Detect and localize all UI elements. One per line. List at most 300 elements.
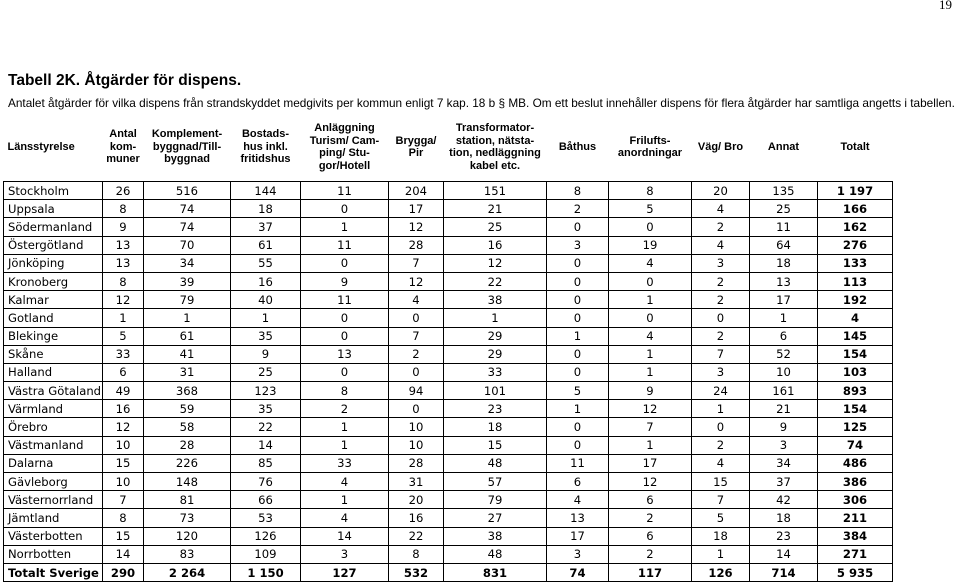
value-cell: 17 xyxy=(547,527,609,545)
region-cell: Jönköping xyxy=(4,254,103,272)
value-cell: 3 xyxy=(750,436,818,454)
value-cell: 2 xyxy=(609,545,692,563)
value-cell: 18 xyxy=(692,527,750,545)
total-cell: 74 xyxy=(818,436,893,454)
value-cell: 16 xyxy=(103,400,144,418)
total-cell: 154 xyxy=(818,400,893,418)
table-title: Tabell 2K. Åtgärder för dispens. xyxy=(8,72,242,89)
value-cell: 7 xyxy=(692,491,750,509)
value-cell: 135 xyxy=(750,182,818,200)
value-cell: 25 xyxy=(750,200,818,218)
value-cell: 14 xyxy=(301,527,389,545)
value-cell: 48 xyxy=(444,454,547,472)
table-row xyxy=(4,254,893,272)
value-cell: 15 xyxy=(103,454,144,472)
value-cell: 17 xyxy=(389,200,444,218)
value-cell: 0 xyxy=(547,345,609,363)
value-cell: 55 xyxy=(231,254,301,272)
value-cell: 8 xyxy=(103,272,144,290)
total-cell: 103 xyxy=(818,363,893,381)
region-cell: Örebro xyxy=(4,418,103,436)
table-body xyxy=(4,182,893,582)
value-cell: 35 xyxy=(231,400,301,418)
table-row xyxy=(4,182,893,200)
value-cell: 12 xyxy=(389,272,444,290)
value-cell: 1 xyxy=(301,436,389,454)
value-cell: 4 xyxy=(609,327,692,345)
value-cell: 13 xyxy=(103,254,144,272)
value-cell: 0 xyxy=(301,327,389,345)
total-cell: 166 xyxy=(818,200,893,218)
value-cell: 11 xyxy=(750,218,818,236)
table-row xyxy=(4,218,893,236)
value-cell: 3 xyxy=(692,254,750,272)
value-cell: 1 xyxy=(692,400,750,418)
column-header: Antal kom- muner xyxy=(103,113,144,182)
value-cell: 28 xyxy=(144,436,231,454)
value-cell: 4 xyxy=(692,454,750,472)
value-cell: 2 xyxy=(692,436,750,454)
table-row xyxy=(4,491,893,509)
table-row xyxy=(4,509,893,527)
table-row xyxy=(4,363,893,381)
value-cell: 368 xyxy=(144,382,231,400)
value-cell: 714 xyxy=(750,563,818,581)
value-cell: 29 xyxy=(444,327,547,345)
value-cell: 21 xyxy=(444,200,547,218)
value-cell: 7 xyxy=(103,491,144,509)
value-cell: 8 xyxy=(389,545,444,563)
value-cell: 41 xyxy=(144,345,231,363)
value-cell: 74 xyxy=(144,200,231,218)
total-cell: 386 xyxy=(818,473,893,491)
total-cell: 113 xyxy=(818,272,893,290)
value-cell: 0 xyxy=(547,272,609,290)
value-cell: 18 xyxy=(750,254,818,272)
value-cell: 79 xyxy=(144,291,231,309)
value-cell: 3 xyxy=(547,545,609,563)
value-cell: 151 xyxy=(444,182,547,200)
value-cell: 127 xyxy=(301,563,389,581)
total-cell: 1 197 xyxy=(818,182,893,200)
value-cell: 9 xyxy=(103,218,144,236)
value-cell: 70 xyxy=(144,236,231,254)
value-cell: 1 xyxy=(692,545,750,563)
region-cell: Halland xyxy=(4,363,103,381)
value-cell: 4 xyxy=(692,200,750,218)
table-row xyxy=(4,454,893,472)
value-cell: 7 xyxy=(609,418,692,436)
region-cell: Kalmar xyxy=(4,291,103,309)
value-cell: 26 xyxy=(103,182,144,200)
value-cell: 19 xyxy=(609,236,692,254)
total-cell: 125 xyxy=(818,418,893,436)
table-caption: Antalet åtgärder för vilka dispens från strandskyddet medgivits per kommun enligt 7 kap. 18 b § MB. Om ett beslut innehåller dispens för flera åtgärder har samtliga angetts i tabellen. xyxy=(8,96,955,110)
value-cell: 66 xyxy=(231,491,301,509)
value-cell: 532 xyxy=(389,563,444,581)
column-header: Brygga/ Pir xyxy=(389,113,444,182)
value-cell: 12 xyxy=(609,473,692,491)
value-cell: 9 xyxy=(609,382,692,400)
value-cell: 42 xyxy=(750,491,818,509)
value-cell: 24 xyxy=(692,382,750,400)
value-cell: 2 xyxy=(692,327,750,345)
table-row xyxy=(4,418,893,436)
value-cell: 204 xyxy=(389,182,444,200)
value-cell: 48 xyxy=(444,545,547,563)
value-cell: 79 xyxy=(444,491,547,509)
value-cell: 1 xyxy=(547,327,609,345)
value-cell: 10 xyxy=(103,436,144,454)
column-header: Båthus xyxy=(547,113,609,182)
table-row xyxy=(4,236,893,254)
value-cell: 20 xyxy=(692,182,750,200)
value-cell: 23 xyxy=(444,400,547,418)
region-cell: Västerbotten xyxy=(4,527,103,545)
value-cell: 9 xyxy=(301,272,389,290)
region-cell: Västernorrland xyxy=(4,491,103,509)
value-cell: 10 xyxy=(103,473,144,491)
value-cell: 94 xyxy=(389,382,444,400)
value-cell: 7 xyxy=(389,327,444,345)
table-row xyxy=(4,545,893,563)
value-cell: 22 xyxy=(389,527,444,545)
table-row xyxy=(4,382,893,400)
value-cell: 3 xyxy=(692,363,750,381)
value-cell: 0 xyxy=(301,254,389,272)
value-cell: 1 150 xyxy=(231,563,301,581)
value-cell: 1 xyxy=(144,309,231,327)
value-cell: 57 xyxy=(444,473,547,491)
value-cell: 34 xyxy=(144,254,231,272)
value-cell: 6 xyxy=(609,527,692,545)
total-cell: 4 xyxy=(818,309,893,327)
value-cell: 0 xyxy=(389,363,444,381)
value-cell: 5 xyxy=(103,327,144,345)
region-cell: Södermanland xyxy=(4,218,103,236)
column-header: Komplement- byggnad/Till- byggnad xyxy=(144,113,231,182)
value-cell: 33 xyxy=(103,345,144,363)
value-cell: 31 xyxy=(389,473,444,491)
value-cell: 2 xyxy=(609,509,692,527)
value-cell: 226 xyxy=(144,454,231,472)
value-cell: 14 xyxy=(103,545,144,563)
value-cell: 73 xyxy=(144,509,231,527)
value-cell: 0 xyxy=(301,200,389,218)
value-cell: 144 xyxy=(231,182,301,200)
value-cell: 0 xyxy=(547,418,609,436)
value-cell: 6 xyxy=(750,327,818,345)
value-cell: 64 xyxy=(750,236,818,254)
value-cell: 52 xyxy=(750,345,818,363)
total-cell: 192 xyxy=(818,291,893,309)
value-cell: 35 xyxy=(231,327,301,345)
region-cell: Stockholm xyxy=(4,182,103,200)
value-cell: 2 xyxy=(301,400,389,418)
value-cell: 161 xyxy=(750,382,818,400)
value-cell: 831 xyxy=(444,563,547,581)
value-cell: 37 xyxy=(231,218,301,236)
value-cell: 109 xyxy=(231,545,301,563)
value-cell: 12 xyxy=(103,418,144,436)
value-cell: 39 xyxy=(144,272,231,290)
total-cell: 211 xyxy=(818,509,893,527)
value-cell: 9 xyxy=(231,345,301,363)
value-cell: 12 xyxy=(389,218,444,236)
value-cell: 4 xyxy=(692,236,750,254)
dispens-table xyxy=(3,113,893,582)
table-row xyxy=(4,272,893,290)
value-cell: 53 xyxy=(231,509,301,527)
column-header: Totalt xyxy=(818,113,893,182)
value-cell: 8 xyxy=(103,200,144,218)
table-header-row xyxy=(4,113,893,182)
table-row xyxy=(4,400,893,418)
value-cell: 1 xyxy=(547,400,609,418)
total-cell: 276 xyxy=(818,236,893,254)
table-row xyxy=(4,291,893,309)
column-header: Bostads- hus inkl. fritidshus xyxy=(231,113,301,182)
column-header-region: Länsstyrelse xyxy=(4,113,103,182)
value-cell: 25 xyxy=(231,363,301,381)
value-cell: 11 xyxy=(301,291,389,309)
value-cell: 76 xyxy=(231,473,301,491)
value-cell: 37 xyxy=(750,473,818,491)
value-cell: 25 xyxy=(444,218,547,236)
value-cell: 5 xyxy=(547,382,609,400)
value-cell: 0 xyxy=(692,418,750,436)
value-cell: 1 xyxy=(609,363,692,381)
value-cell: 1 xyxy=(103,309,144,327)
value-cell: 40 xyxy=(231,291,301,309)
value-cell: 74 xyxy=(547,563,609,581)
value-cell: 28 xyxy=(389,236,444,254)
region-cell: Blekinge xyxy=(4,327,103,345)
value-cell: 3 xyxy=(547,236,609,254)
value-cell: 11 xyxy=(547,454,609,472)
value-cell: 516 xyxy=(144,182,231,200)
value-cell: 9 xyxy=(750,418,818,436)
value-cell: 0 xyxy=(547,291,609,309)
value-cell: 33 xyxy=(301,454,389,472)
value-cell: 12 xyxy=(609,400,692,418)
region-cell: Gotland xyxy=(4,309,103,327)
value-cell: 15 xyxy=(103,527,144,545)
value-cell: 1 xyxy=(609,291,692,309)
value-cell: 8 xyxy=(609,182,692,200)
total-cell: 133 xyxy=(818,254,893,272)
value-cell: 126 xyxy=(231,527,301,545)
total-cell: 162 xyxy=(818,218,893,236)
page-number: 19 xyxy=(939,0,952,12)
value-cell: 0 xyxy=(609,218,692,236)
total-cell: 145 xyxy=(818,327,893,345)
value-cell: 0 xyxy=(547,218,609,236)
table-row xyxy=(4,309,893,327)
total-row xyxy=(4,563,893,581)
value-cell: 1 xyxy=(609,345,692,363)
value-cell: 15 xyxy=(444,436,547,454)
region-cell: Dalarna xyxy=(4,454,103,472)
table-row xyxy=(4,200,893,218)
value-cell: 23 xyxy=(750,527,818,545)
value-cell: 61 xyxy=(231,236,301,254)
value-cell: 38 xyxy=(444,527,547,545)
value-cell: 2 xyxy=(692,272,750,290)
value-cell: 27 xyxy=(444,509,547,527)
value-cell: 16 xyxy=(389,509,444,527)
value-cell: 4 xyxy=(301,509,389,527)
region-cell: Västmanland xyxy=(4,436,103,454)
table-row xyxy=(4,436,893,454)
total-cell: 306 xyxy=(818,491,893,509)
value-cell: 0 xyxy=(692,309,750,327)
value-cell: 12 xyxy=(444,254,547,272)
region-cell: Norrbotten xyxy=(4,545,103,563)
region-cell: Jämtland xyxy=(4,509,103,527)
value-cell: 0 xyxy=(301,363,389,381)
value-cell: 3 xyxy=(301,545,389,563)
total-cell: 5 935 xyxy=(818,563,893,581)
region-cell: Gävleborg xyxy=(4,473,103,491)
column-header: Anläggning Turism/ Cam- ping/ Stu- gor/Hotell xyxy=(301,113,389,182)
value-cell: 0 xyxy=(547,254,609,272)
value-cell: 0 xyxy=(609,272,692,290)
total-cell: 154 xyxy=(818,345,893,363)
value-cell: 58 xyxy=(144,418,231,436)
value-cell: 2 264 xyxy=(144,563,231,581)
table-row xyxy=(4,345,893,363)
region-cell: Skåne xyxy=(4,345,103,363)
region-cell: Totalt Sverige xyxy=(4,563,103,581)
value-cell: 2 xyxy=(547,200,609,218)
value-cell: 1 xyxy=(609,436,692,454)
value-cell: 20 xyxy=(389,491,444,509)
value-cell: 49 xyxy=(103,382,144,400)
value-cell: 31 xyxy=(144,363,231,381)
value-cell: 148 xyxy=(144,473,231,491)
value-cell: 6 xyxy=(609,491,692,509)
value-cell: 38 xyxy=(444,291,547,309)
total-cell: 486 xyxy=(818,454,893,472)
table-row xyxy=(4,473,893,491)
value-cell: 14 xyxy=(750,545,818,563)
value-cell: 1 xyxy=(750,309,818,327)
value-cell: 13 xyxy=(103,236,144,254)
value-cell: 85 xyxy=(231,454,301,472)
value-cell: 29 xyxy=(444,345,547,363)
value-cell: 1 xyxy=(231,309,301,327)
value-cell: 4 xyxy=(547,491,609,509)
value-cell: 0 xyxy=(609,309,692,327)
value-cell: 4 xyxy=(389,291,444,309)
value-cell: 8 xyxy=(103,509,144,527)
value-cell: 8 xyxy=(547,182,609,200)
value-cell: 17 xyxy=(750,291,818,309)
value-cell: 22 xyxy=(444,272,547,290)
value-cell: 126 xyxy=(692,563,750,581)
value-cell: 13 xyxy=(547,509,609,527)
value-cell: 61 xyxy=(144,327,231,345)
value-cell: 1 xyxy=(301,491,389,509)
value-cell: 117 xyxy=(609,563,692,581)
value-cell: 11 xyxy=(301,236,389,254)
value-cell: 4 xyxy=(301,473,389,491)
value-cell: 15 xyxy=(692,473,750,491)
region-cell: Västra Götaland xyxy=(4,382,103,400)
value-cell: 13 xyxy=(750,272,818,290)
value-cell: 17 xyxy=(609,454,692,472)
value-cell: 21 xyxy=(750,400,818,418)
value-cell: 4 xyxy=(609,254,692,272)
value-cell: 1 xyxy=(301,418,389,436)
value-cell: 123 xyxy=(231,382,301,400)
total-cell: 271 xyxy=(818,545,893,563)
value-cell: 18 xyxy=(750,509,818,527)
region-cell: Uppsala xyxy=(4,200,103,218)
value-cell: 7 xyxy=(692,345,750,363)
value-cell: 13 xyxy=(301,345,389,363)
value-cell: 101 xyxy=(444,382,547,400)
value-cell: 2 xyxy=(692,218,750,236)
value-cell: 1 xyxy=(301,218,389,236)
value-cell: 18 xyxy=(231,200,301,218)
value-cell: 16 xyxy=(231,272,301,290)
value-cell: 83 xyxy=(144,545,231,563)
value-cell: 0 xyxy=(547,363,609,381)
value-cell: 290 xyxy=(103,563,144,581)
value-cell: 6 xyxy=(547,473,609,491)
value-cell: 10 xyxy=(389,418,444,436)
table-row xyxy=(4,327,893,345)
column-header: Annat xyxy=(750,113,818,182)
value-cell: 33 xyxy=(444,363,547,381)
value-cell: 81 xyxy=(144,491,231,509)
total-cell: 893 xyxy=(818,382,893,400)
value-cell: 10 xyxy=(389,436,444,454)
value-cell: 18 xyxy=(444,418,547,436)
total-cell: 384 xyxy=(818,527,893,545)
value-cell: 12 xyxy=(103,291,144,309)
column-header: Frilufts- anordningar xyxy=(609,113,692,182)
value-cell: 0 xyxy=(301,309,389,327)
value-cell: 34 xyxy=(750,454,818,472)
value-cell: 1 xyxy=(444,309,547,327)
value-cell: 28 xyxy=(389,454,444,472)
value-cell: 2 xyxy=(389,345,444,363)
value-cell: 22 xyxy=(231,418,301,436)
region-cell: Kronoberg xyxy=(4,272,103,290)
value-cell: 74 xyxy=(144,218,231,236)
value-cell: 16 xyxy=(444,236,547,254)
value-cell: 0 xyxy=(547,436,609,454)
value-cell: 6 xyxy=(103,363,144,381)
value-cell: 0 xyxy=(389,400,444,418)
value-cell: 0 xyxy=(547,309,609,327)
value-cell: 14 xyxy=(231,436,301,454)
column-header: Transformator- station, nätsta- tion, nedläggning kabel etc. xyxy=(444,113,547,182)
value-cell: 8 xyxy=(301,382,389,400)
value-cell: 2 xyxy=(692,291,750,309)
value-cell: 5 xyxy=(609,200,692,218)
value-cell: 10 xyxy=(750,363,818,381)
region-cell: Värmland xyxy=(4,400,103,418)
value-cell: 0 xyxy=(389,309,444,327)
value-cell: 120 xyxy=(144,527,231,545)
value-cell: 11 xyxy=(301,182,389,200)
region-cell: Östergötland xyxy=(4,236,103,254)
value-cell: 7 xyxy=(389,254,444,272)
